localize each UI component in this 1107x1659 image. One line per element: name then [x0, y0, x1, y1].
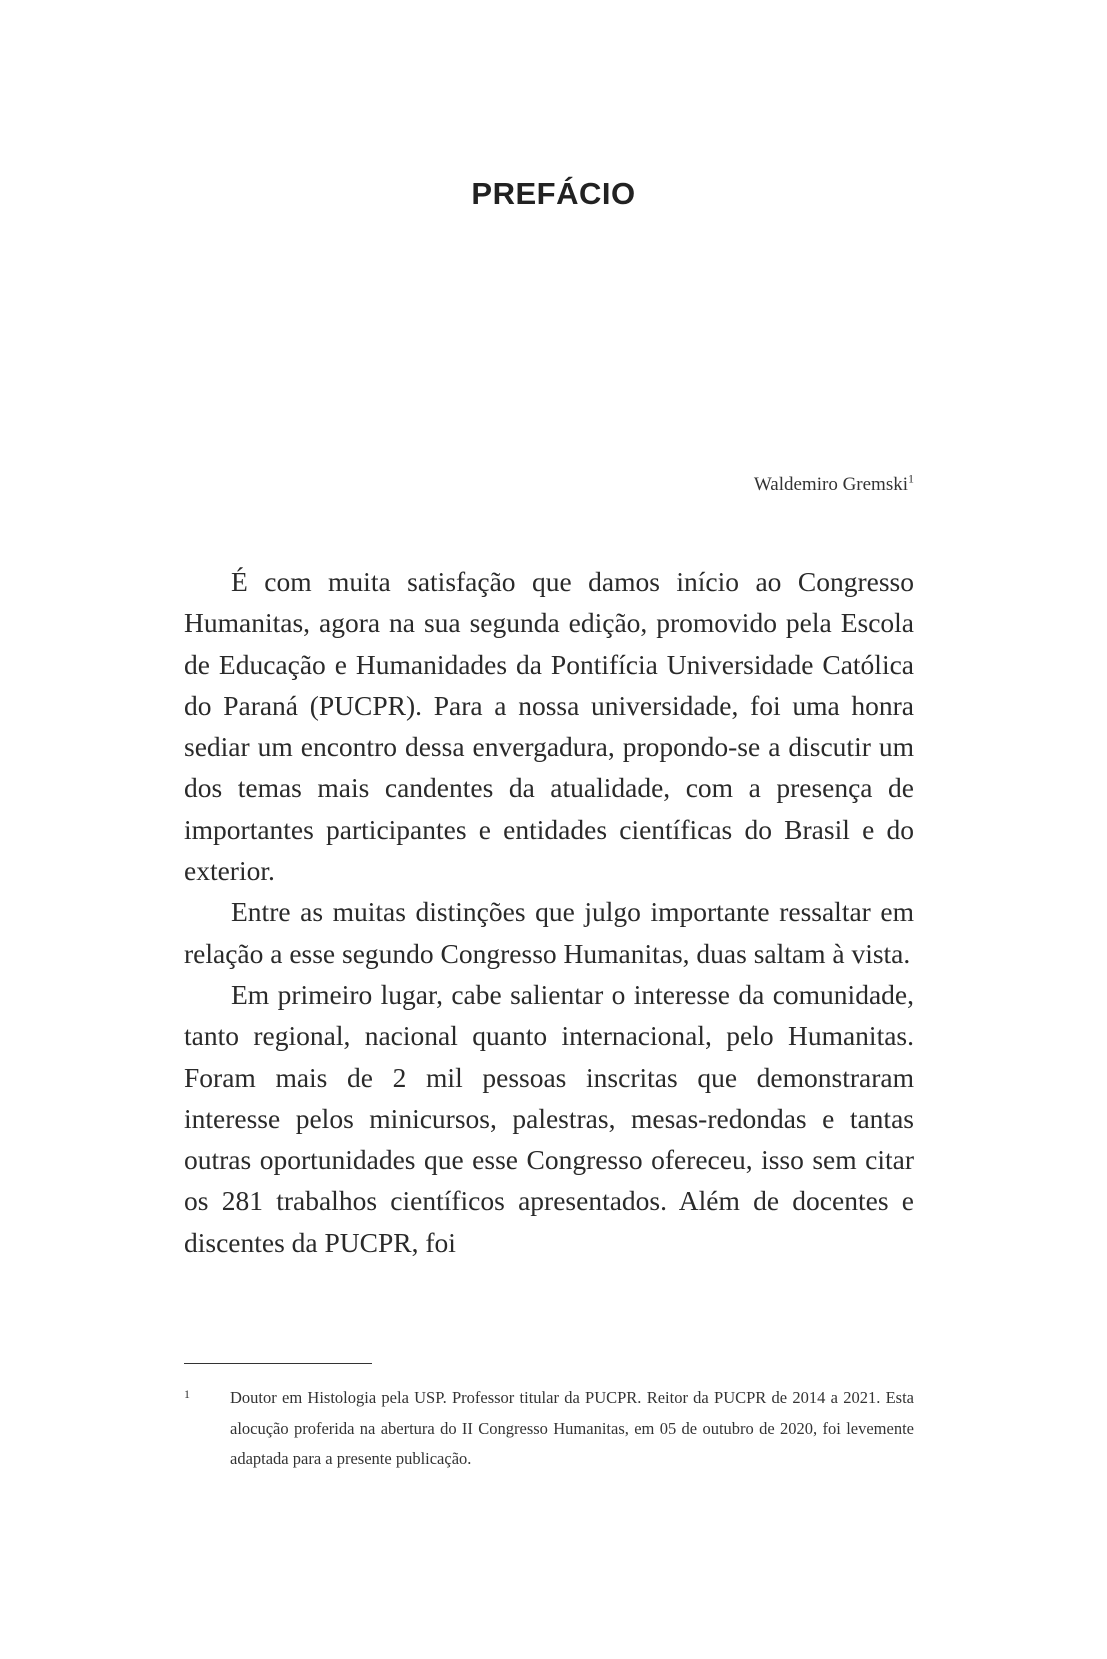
paragraph-3: Em primeiro lugar, cabe salientar o interesse da comunidade, tanto regional, nacional quanto internacional, pelo Humanitas. Foram mais de 2 mil pessoas inscritas que demonstraram interesse pelos minicursos, palestras, mesas-redondas e tantas outras oportunidades que esse Congresso ofereceu, isso sem citar os 281 trabalhos científicos apresentados. Além de docentes e discentes da PUCPR, foi — [184, 978, 914, 1258]
footnote-marker: 1 — [184, 1387, 190, 1401]
footnote-divider — [184, 1363, 372, 1364]
author-footnote-ref[interactable]: 1 — [908, 471, 914, 486]
paragraph-1: É com muita satisfação que damos início ao Congresso Humanitas, agora na sua segunda edição, promovido pela Escola de Educação e Humanidades da Pontifícia Universidade Católica do Paraná (PUCPR). Para a nossa universidade, foi uma honra sediar um encontro dessa envergadura, propondo-se a discutir um dos temas mais candentes da atualidade, com a presença de importantes participantes e entidades científicas do Brasil e do exterior. — [184, 566, 914, 887]
footnote-text: Doutor em Histologia pela USP. Professor titular da PUCPR. Reitor da PUCPR de 2014 a 2021. Esta alocução proferida na abertura do II Congresso Humanitas, em 05 de outubro de 2020, foi levemente adaptada para a presente publicação. — [230, 1388, 914, 1468]
author-byline — [753, 471, 914, 496]
body-text — [184, 561, 914, 1263]
footnote — [184, 1383, 914, 1475]
page-title: PREFÁCIO — [471, 176, 636, 211]
author-name: Waldemiro Gremski — [753, 474, 908, 495]
paragraph-2: Entre as muitas distinções que julgo importante ressaltar em relação a esse segundo Congresso Humanitas, duas saltam à vista. — [184, 896, 914, 969]
